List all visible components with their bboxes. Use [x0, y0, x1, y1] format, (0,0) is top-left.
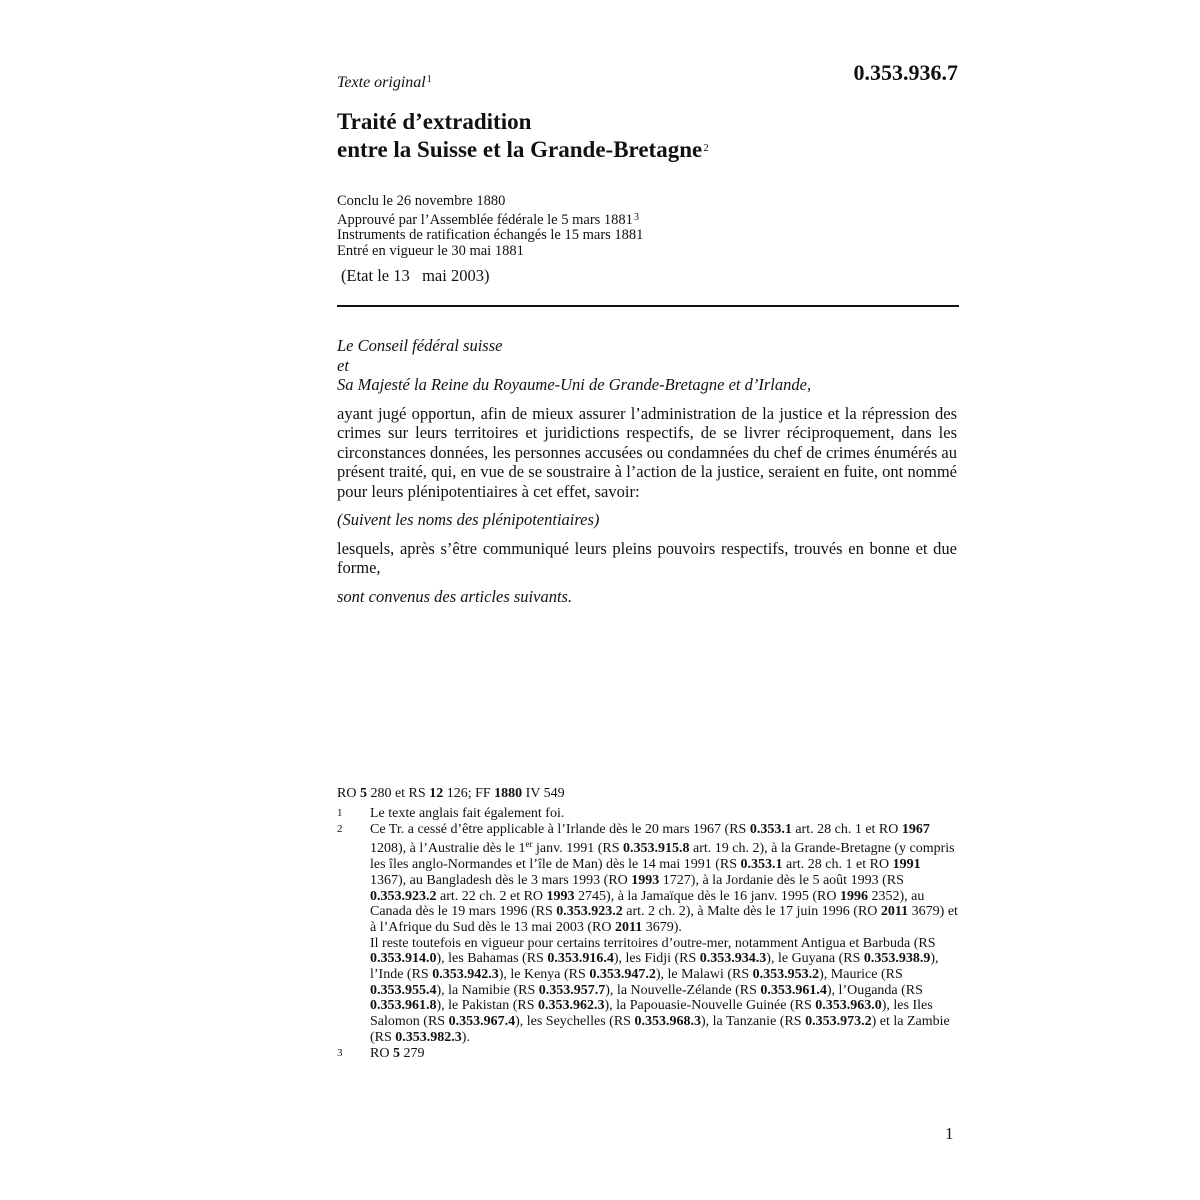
- plenipotentiaries-note: (Suivent les noms des plénipotentiaires): [337, 510, 600, 529]
- footnote-number: 3: [337, 1046, 343, 1059]
- concluded-date: Conclu le 26 novembre 1880: [337, 193, 506, 209]
- closing-line: sont convenus des articles suivants.: [337, 586, 573, 606]
- footnote-2: [337, 822, 959, 1046]
- preamble-paragraph: ayant jugé opportun, afin de mieux assurer l’administration de la justice et la répression des crimes sur leurs territoires et juridictions respectifs, de se livrer réciproquement, dans les circonstances données, les personnes accusées ou condamnées du chef de crimes énumérés au présent traité, qui, en vue de se soustraire à l’action de la justice, seraient en fuite, ont nommé pour leurs plénipotentiaires à cet effet, savoir:: [337, 403, 957, 501]
- party-swiss: Le Conseil fédéral suisse: [337, 336, 503, 355]
- footnote-number: 1: [337, 807, 343, 819]
- treaty-metadata: [337, 194, 643, 259]
- footnote-text: Ce Tr. a cessé d’être applicable à l’Irlande dès le 20 mars 1967 (RS 0.353.1 art. 28 ch. 1 et RO 1967 1208), à l’Australie dès le 1er janv. 1991 (RS 0.353.915.8 art. 19 ch. 2), à la Grande-Bretagne (y compris les îles anglo-Normandes et l’île de Man) dès le 14 mai 1991 (RS 0.353.1 art. 28 ch. 1 et RO 1991 1367), au Bangladesh dès le 3 mars 1993 (RO 1993 1727), à la Jordanie dès le 5 août 1993 (RS 0.353.923.2 art. 22 ch. 2 et RO 1993 2745), à la Jamaïque dès le 16 janv. 1995 (RO 1996 2352), au Canada dès le 19 mars 1996 (RS 0.353.923.2 art. 2 ch. 2), à Malte dès le 17 juin 1996 (RO 2011 3679) et à l’Afrique du Sud dès le 13 mai 2003 (RO 2011 3679). Il reste toutefois en vigueur pour certains territoires d’outre-mer, notamment Antigua et Barbuda (RS 0.353.914.0), les Bahamas (RS 0.353.916.4), les Fidji (RS 0.353.934.3), le Guyana (RS 0.353.938.9), l’Inde (RS 0.353.942.3), le Kenya (RS 0.353.947.2), le Malawi (RS 0.353.953.2), Maurice (RS 0.353.955.4), la Namibie (RS 0.353.957.7), la Nouvelle-Zélande (RS 0.353.961.4), l’Ouganda (RS 0.353.961.8), le Pakistan (RS 0.353.962.3), la Papouasie-Nouvelle Guinée (RS 0.353.963.0), les Iles Salomon (RS 0.353.967.4), les Seychelles (RS 0.353.968.3), la Tanzanie (RS 0.353.973.2) et la Zambie (RS 0.353.982.3).: [370, 821, 958, 1045]
- footnote-1: [337, 806, 959, 822]
- approved-date: Approuvé par l’Assemblée fédérale le 5 mars 1881$^3$: [337, 211, 639, 228]
- footnote-number: 2: [337, 822, 343, 835]
- footnote-text: Le texte anglais fait également foi.: [370, 806, 565, 821]
- document-number: 0.353.936.7: [853, 60, 958, 85]
- title-line-1: Traité d’extradition: [337, 109, 532, 134]
- footnote-ref-3[interactable]: 3: [633, 211, 639, 223]
- publication-reference: RO 5 280 et RS 12 126; FF 1880 IV 549: [337, 786, 565, 801]
- conjunction: et: [337, 355, 349, 375]
- party-uk: Sa Majesté la Reine du Royaume-Uni de Grande-Bretagne et d’Irlande,: [337, 375, 812, 394]
- status-date: (Etat le 13 mai 2003): [341, 266, 490, 285]
- title-line-2: entre la Suisse et la Grande-Bretagne$^2$: [337, 137, 709, 162]
- page-number: 1: [945, 1124, 954, 1143]
- powers-paragraph: lesquels, après s’être communiqué leurs pleins pouvoirs respectifs, trouvés en bonne et due forme,: [337, 538, 957, 577]
- footnotes: [337, 806, 959, 1061]
- footnote-ref-1[interactable]: 1: [426, 74, 432, 85]
- original-text-label: Texte original$^1$: [337, 74, 432, 91]
- footnote-text: RO 5 279: [370, 1045, 425, 1061]
- in-force-date: Entré en vigueur le 30 mai 1881: [337, 242, 524, 259]
- treaty-title: [337, 108, 709, 163]
- footnote-ref-2[interactable]: 2: [703, 142, 709, 154]
- header-divider: [337, 305, 959, 307]
- ratification-date: Instruments de ratification échangés le 15 mars 1881: [337, 227, 644, 243]
- preamble: [337, 336, 957, 606]
- footnote-3: [337, 1046, 959, 1062]
